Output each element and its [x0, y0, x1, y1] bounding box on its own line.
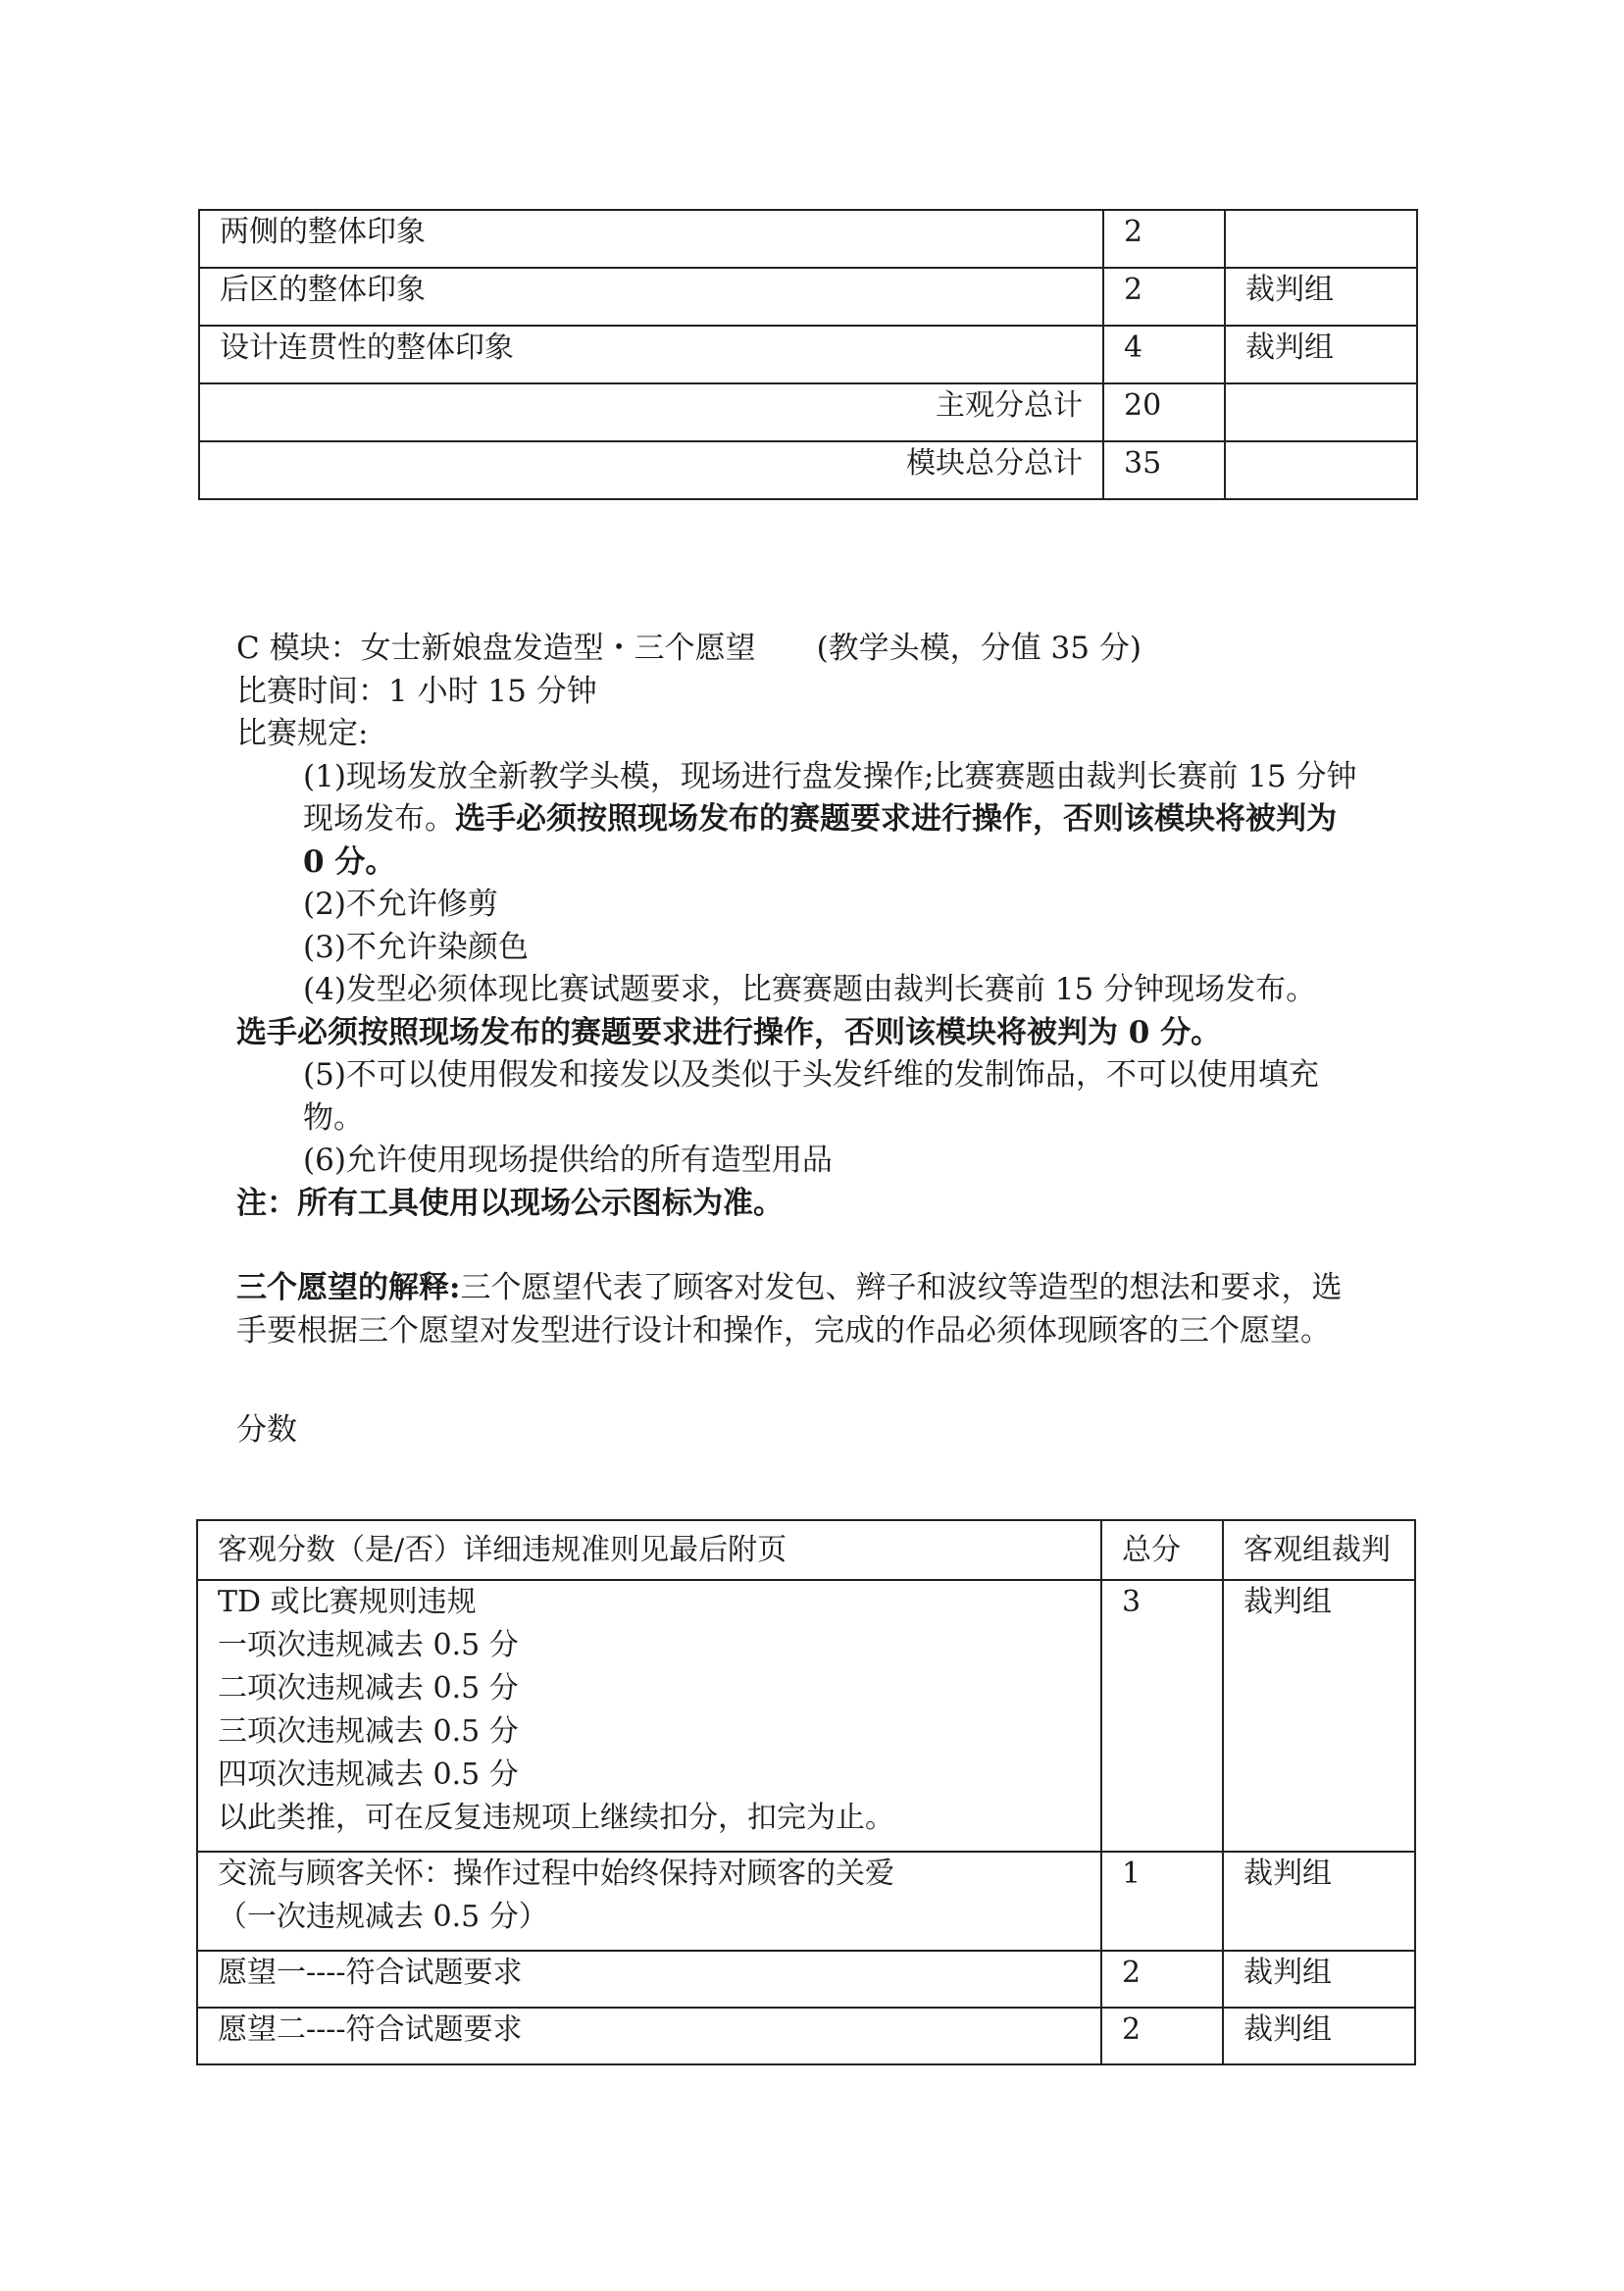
note: 注：所有工具使用以现场公示图标为准。 [236, 1185, 784, 1221]
spacer [236, 1225, 1364, 1267]
table-row [197, 1580, 1415, 1852]
table-row [197, 1951, 1415, 2008]
score-cell: 3 [1101, 1580, 1223, 1852]
empty-cell [1225, 383, 1417, 441]
criteria-cell: 愿望二----符合试题要求 [197, 2008, 1101, 2064]
competition-time: 比赛时间：1 小时 15 分钟 [236, 673, 597, 709]
spacer [236, 1352, 1364, 1409]
table-row [199, 268, 1417, 326]
wish-text: 三个愿望代表了顾客对发包、辫子和波纹等造型的想法和要求，选手要根据三个愿望对发型进行设计和操作，完成的作品必须体现顾客的三个愿望。 [236, 1270, 1343, 1349]
header-col-total: 总分 [1101, 1520, 1223, 1580]
judge-cell: 裁判组 [1223, 1580, 1415, 1852]
score-cell: 2 [1101, 1951, 1223, 2008]
judge-cell [1225, 210, 1417, 268]
rules-title: 比赛规定: [236, 716, 369, 751]
table-row [197, 2008, 1415, 2064]
score-cell: 2 [1101, 2008, 1223, 2064]
criteria-line: TD 或比赛规则违规 [218, 1585, 477, 1619]
score-heading: 分数 [236, 1412, 297, 1448]
judge-cell: 裁判组 [1225, 326, 1417, 383]
rule-1-text: (1)现场发放全新教学头模，现场进行盘发操作;比赛赛题由裁判长赛前 15 分钟现场发布。 [303, 758, 1357, 837]
score-cell: 2 [1103, 268, 1225, 326]
header-col-judge: 客观组裁判 [1223, 1520, 1415, 1580]
rule-5: (5)不可以使用假发和接发以及类似于头发纤维的发制饰品，不可以使用填充物。 [303, 1057, 1319, 1136]
table-row [199, 210, 1417, 268]
rule-1 [236, 756, 1364, 885]
judge-cell: 裁判组 [1223, 2008, 1415, 2064]
rule-3: (3)不允许染颜色 [303, 929, 529, 965]
criteria-line: 一项次违规减去 0.5 分 [218, 1628, 519, 1662]
subtotal-label: 主观分总计 [199, 383, 1103, 441]
empty-cell [1225, 441, 1417, 499]
rule-1-bold: 选手必须按照现场发布的赛题要求进行操作，否则该模块将被判为 0 分。 [303, 801, 1337, 880]
criteria-line: 以此类推，可在反复违规项上继续扣分，扣完为止。 [218, 1801, 894, 1835]
judge-cell: 裁判组 [1225, 268, 1417, 326]
score-cell: 2 [1103, 210, 1225, 268]
rule-4-bold: 选手必须按照现场发布的赛题要求进行操作，否则该模块将被判为 0 分。 [236, 1014, 1222, 1050]
rule-6: (6)允许使用现场提供给的所有造型用品 [303, 1143, 833, 1178]
wish-title: 三个愿望的解释: [236, 1270, 461, 1305]
module-c-section [236, 628, 1364, 1452]
table-row [199, 383, 1417, 441]
criteria-line: 交流与顾客关怀：操作过程中始终保持对顾客的关爱 [218, 1857, 894, 1891]
item-cell: 两侧的整体印象 [199, 210, 1103, 268]
judge-cell: 裁判组 [1223, 1951, 1415, 2008]
header-col-criteria: 客观分数（是/否）详细违规准则见最后附页 [197, 1520, 1101, 1580]
table-row [199, 326, 1417, 383]
judge-cell: 裁判组 [1223, 1852, 1415, 1951]
score-cell: 1 [1101, 1852, 1223, 1951]
wish-explanation [236, 1267, 1364, 1352]
criteria-line: 二项次违规减去 0.5 分 [218, 1671, 519, 1706]
rule-2: (2)不允许修剪 [303, 887, 498, 922]
criteria-cell [197, 1852, 1101, 1951]
table-header-row [197, 1520, 1415, 1580]
criteria-line: （一次违规减去 0.5 分） [218, 1900, 548, 1934]
total-value: 35 [1103, 441, 1225, 499]
total-label: 模块总分总计 [199, 441, 1103, 499]
criteria-line: 三项次违规减去 0.5 分 [218, 1714, 519, 1749]
table-row [199, 441, 1417, 499]
criteria-cell: 愿望一----符合试题要求 [197, 1951, 1101, 2008]
criteria-line: 四项次违规减去 0.5 分 [218, 1757, 519, 1792]
score-table-bottom [196, 1519, 1416, 2065]
score-cell: 4 [1103, 326, 1225, 383]
section-title: C 模块：女士新娘盘发造型・三个愿望 (教学头模，分值 35 分) [236, 631, 1142, 666]
table-row [197, 1852, 1415, 1951]
rule-4: (4)发型必须体现比赛试题要求，比赛赛题由裁判长赛前 15 分钟现场发布。 [303, 972, 1317, 1007]
criteria-cell [197, 1580, 1101, 1852]
score-table-top [198, 209, 1418, 500]
item-cell: 设计连贯性的整体印象 [199, 326, 1103, 383]
item-cell: 后区的整体印象 [199, 268, 1103, 326]
subtotal-value: 20 [1103, 383, 1225, 441]
